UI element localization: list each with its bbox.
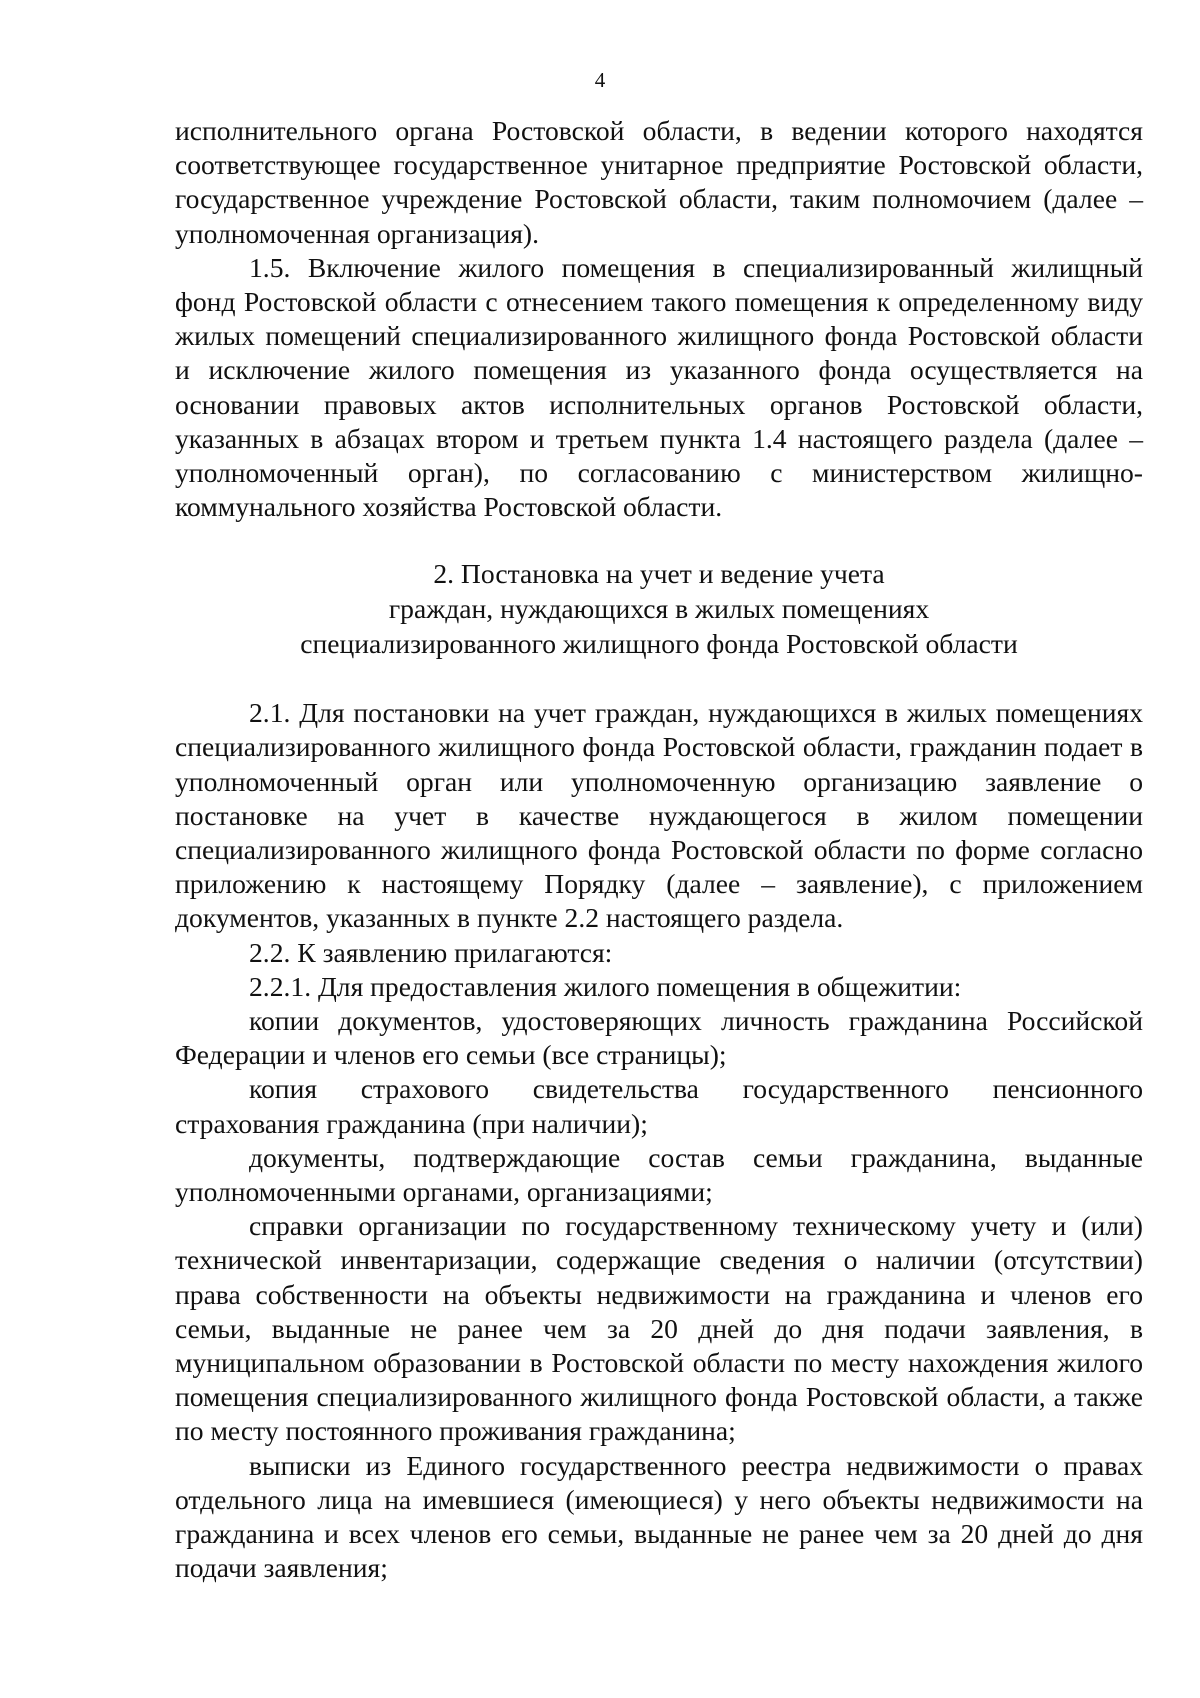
paragraph-certificates: справки организации по государственному техническому учету и (или) технической инвентаризации, содержащие сведения о наличии (отсутствии) права собственности на объекты недвижимости на гражданина и членов его семьи, выданные не ранее чем за 20 дней до дня подачи заявления, в муниципальном образовании в Ростовской области по месту нахождения жилого помещения специализированного жилищного фонда Ростовской области, а также по месту постоянного проживания гражданина; [175,1210,1143,1447]
paragraph-copy-snils: копия страхового свидетельства государственного пенсионного страхования гражданина (при наличии); [175,1073,1143,1139]
paragraph-1-5: 1.5. Включение жилого помещения в специализированный жилищный фонд Ростовской области с отнесением такого помещения к определенному виду жилых помещений специализированного жилищного фонда Ростовской области и исключение жилого помещения из указанного фонда осуществляется на основании правовых актов исполнительных органов Ростовской области, указанных в абзацах втором и третьем пункта 1.4 настоящего раздела (далее – уполномоченный орган), по согласованию с министерством жилищно-коммунального хозяйства Ростовской области. [175,251,1143,523]
section-heading-line-3: специализированного жилищного фонда Ростовской области [300,627,1018,659]
paragraph-2-2-1: 2.2.1. Для предоставления жилого помещения в общежитии: [249,970,962,1002]
paragraph-2-1: 2.1. Для постановки на учет граждан, нуждающихся в жилых помещениях специализированного жилищного фонда Ростовской области, гражданин подает в уполномоченный орган или уполномоченную организацию заявление о постановке на учет в качестве нуждающегося в жилом помещении специализированного жилищного фонда Ростовской области по форме согласно приложению к настоящему Порядку (далее – заявление), с приложением документов, указанных в пункте 2.2 настоящего раздела. [175,697,1143,934]
paragraph-2-2: 2.2. К заявлению прилагаются: [249,936,613,968]
document-body [175,114,1143,1586]
paragraph-extracts: выписки из Единого государственного реестра недвижимости о правах отдельного лица на имевшиеся (имеющиеся) у него объекты недвижимости на гражданина и всех членов его семьи, выданные не ранее чем за 20 дней до дня подачи заявления; [175,1449,1143,1584]
paragraph-copies-id: копии документов, удостоверяющих личность гражданина Российской Федерации и членов его семьи (все страницы); [175,1005,1143,1071]
page-number: 4 [594,68,606,92]
paragraph-continuation: исполнительного органа Ростовской области, в ведении которого находятся соответствующее государственное унитарное предприятие Ростовской области, государственное учреждение Ростовской области, таким полномочием (далее – уполномоченная организация). [175,115,1143,249]
section-heading [175,557,1143,661]
paragraph-family: документы, подтверждающие состав семьи гражданина, выданные уполномоченными органами, организациями; [175,1141,1143,1208]
section-heading-line-2: граждан, нуждающихся в жилых помещениях [388,593,930,625]
section-heading-line-1: 2. Постановка на учет и ведение учета [433,558,885,590]
